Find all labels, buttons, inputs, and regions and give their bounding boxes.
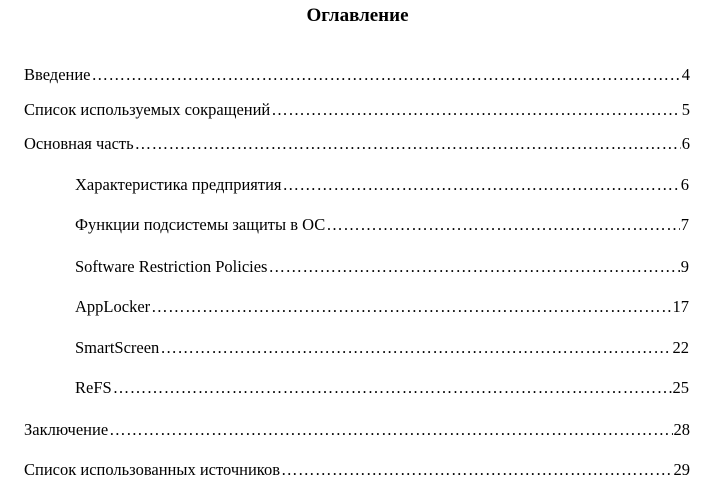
dot-leader bbox=[160, 337, 671, 359]
toc-entry-label: SmartScreen bbox=[75, 338, 160, 357]
toc-entry-page: 6 bbox=[680, 175, 689, 194]
toc-entry bbox=[75, 214, 689, 236]
toc-entry-page: 5 bbox=[681, 100, 690, 119]
page-title: Оглавление bbox=[306, 5, 409, 26]
toc-entry-label: Software Restriction Policies bbox=[75, 257, 268, 276]
dot-leader bbox=[109, 419, 672, 441]
toc-entry bbox=[24, 133, 690, 155]
toc-entry-label: Список использованных источников bbox=[24, 460, 280, 479]
toc-entry-page: 25 bbox=[672, 378, 689, 397]
toc-entry-page: 7 bbox=[680, 215, 689, 234]
toc-entry-label: Основная часть bbox=[24, 134, 134, 153]
dot-leader bbox=[281, 459, 673, 481]
dot-leader bbox=[113, 377, 672, 399]
dot-leader bbox=[151, 296, 671, 318]
toc-entry-page: 4 bbox=[681, 65, 690, 84]
toc-entry bbox=[75, 174, 689, 196]
toc-entry bbox=[75, 256, 689, 278]
toc-entry-page: 6 bbox=[681, 134, 690, 153]
toc-entry-page: 22 bbox=[672, 338, 689, 357]
toc-entry bbox=[75, 377, 689, 399]
dot-leader bbox=[92, 64, 681, 86]
toc-entry-label: Характеристика предприятия bbox=[75, 175, 282, 194]
toc-entry-page: 29 bbox=[673, 460, 690, 479]
toc-entry bbox=[24, 99, 690, 121]
toc-entry-label: Введение bbox=[24, 65, 91, 84]
toc-entry-page: 9 bbox=[680, 257, 689, 276]
toc-entry-label: AppLocker bbox=[75, 297, 151, 316]
toc-entry-page: 17 bbox=[672, 297, 689, 316]
toc-entry-label: Заключение bbox=[24, 420, 109, 439]
toc-entry-label: Функции подсистемы защиты в ОС bbox=[75, 215, 326, 234]
toc-entry bbox=[24, 64, 690, 86]
dot-leader bbox=[268, 256, 679, 278]
toc-entry-label: Список используемых сокращений bbox=[24, 100, 271, 119]
toc-entry bbox=[75, 296, 689, 318]
toc-entry-page: 28 bbox=[673, 420, 690, 439]
dot-leader bbox=[283, 174, 680, 196]
toc-entry bbox=[75, 337, 689, 359]
dot-leader bbox=[271, 99, 680, 121]
toc-entry-label: ReFS bbox=[75, 378, 112, 397]
toc-entry bbox=[24, 419, 690, 441]
dot-leader bbox=[135, 133, 681, 155]
toc-entry bbox=[24, 459, 690, 481]
dot-leader bbox=[326, 214, 680, 236]
